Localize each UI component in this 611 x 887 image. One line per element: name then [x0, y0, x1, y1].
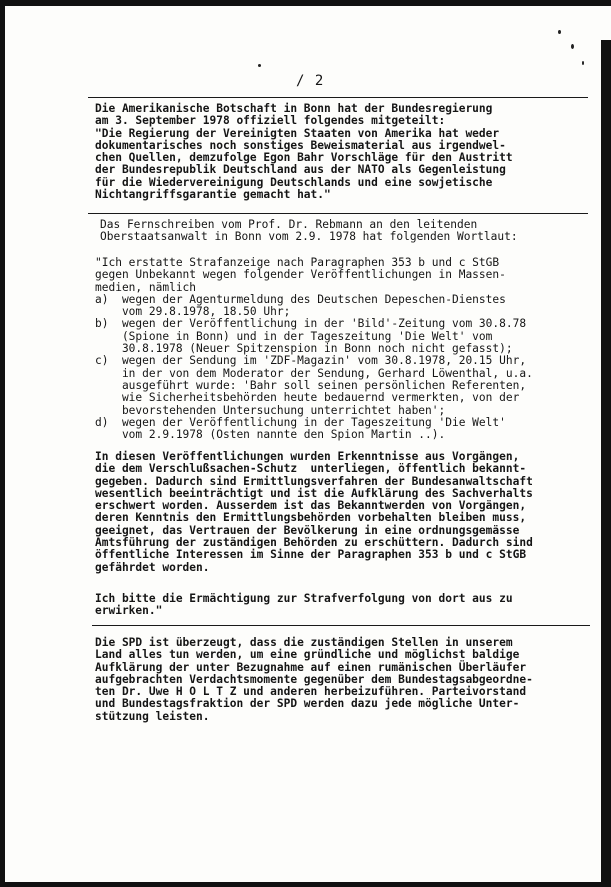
- embassy-statement: [95, 103, 513, 201]
- scan-speck: [582, 61, 584, 65]
- text-line: wie Sicherheitsbehörden heute bedauernd vermerkten, von der: [95, 391, 520, 405]
- scan-speck: [558, 30, 561, 34]
- text-line: in der von dem Moderator der Sendung, Gerhard Löwenthal, u.a.: [95, 366, 533, 380]
- telex-closing: [95, 593, 513, 618]
- text-line: Die Amerikanische Botschaft in Bonn hat der Bundesregierung: [95, 102, 493, 115]
- text-line: Amtsführung der zuständigen Behörden zu erschüttern. Dadurch sind: [95, 536, 533, 550]
- text-line: b) wegen der Veröffentlichung in der 'Bild'-Zeitung vom 30.8.78: [95, 317, 527, 331]
- text-line: vom 2.9.1978 (Osten nannte den Spion Martin ..).: [95, 428, 446, 442]
- page-number: / 2: [296, 73, 325, 89]
- scan-border-top: [0, 0, 611, 6]
- text-line: öffentliche Interessen im Sinne der Paragraphen 353 b und c StGB: [95, 548, 527, 562]
- text-line: Die SPD ist überzeugt, dass die zuständigen Stellen in unserem: [95, 636, 513, 649]
- text-line: d) wegen der Veröffentlichung in der Tageszeitung 'Die Welt': [95, 415, 506, 429]
- scan-border-right: [601, 40, 611, 887]
- text-line: der Bundesrepublik Deutschland aus der NATO als Gegenleistung: [95, 163, 506, 177]
- text-line: für die Wiedervereinigung Deutschlands und eine sowjetische: [95, 175, 493, 189]
- spd-statement: [95, 637, 533, 723]
- text-line: die dem Verschlußsachen-Schutz unterliegen, öffentlich bekannt-: [95, 462, 527, 476]
- text-line: deren Kenntnis den Ermittlungsbehörden vorbehalten bleiben muss,: [95, 511, 527, 525]
- text-line: aufgebrachten Verdachtsmomente gegenüber dem Bundestagsabgeordne-: [95, 672, 533, 686]
- text-line: bevorstehenden Untersuchung unterrichtet haben';: [95, 403, 446, 417]
- text-line: In diesen Veröffentlichungen wurden Erkenntnisse aus Vorgängen,: [95, 450, 520, 463]
- text-line: chen Quellen, demzufolge Egon Bahr Vorschläge für den Austritt: [95, 151, 513, 165]
- text-line: a) wegen der Agenturmeldung des Deutschen Depeschen-Dienstes: [95, 292, 506, 306]
- scan-border-left: [0, 0, 5, 887]
- text-line: Ich bitte die Ermächtigung zur Strafverfolgung von dort aus zu: [95, 592, 513, 605]
- text-line: geeignet, das Vertrauen der Bevölkerung in eine ordnungsgemässe: [95, 523, 520, 537]
- text-line: medien, nämlich: [95, 280, 197, 294]
- text-line: dokumentarisches noch sonstiges Beweismaterial aus irgendwel-: [95, 138, 506, 152]
- text-line: Oberstaatsanwalt in Bonn vom 2.9. 1978 hat folgenden Wortlaut:: [100, 230, 518, 244]
- scan-border-bottom: [0, 882, 611, 887]
- text-line: wesentlich beeinträchtigt und ist die Aufklärung des Sachverhalts: [95, 486, 533, 500]
- text-line: Das Fernschreiben vom Prof. Dr. Rebmann an den leitenden: [100, 218, 478, 231]
- text-line: c) wegen der Sendung im 'ZDF-Magazin' vom 30.8.1978, 20.15 Uhr,: [95, 354, 527, 368]
- text-line: gefährdet worden.: [95, 560, 210, 574]
- separator-rule: [88, 97, 588, 98]
- text-line: stützung leisten.: [95, 709, 210, 723]
- text-line: erschwert worden. Ausserdem ist das Bekanntwerden von Vorgängen,: [95, 499, 527, 513]
- text-line: 30.8.1978 (Neuer Spitzenspion in Bonn noch nicht gefasst);: [95, 342, 513, 356]
- telex-quote-list: [95, 257, 533, 441]
- separator-rule: [92, 625, 590, 626]
- text-line: Nichtangriffsgarantie gemacht hat.": [95, 188, 331, 202]
- text-line: erwirken.": [95, 604, 163, 618]
- text-line: (Spione in Bonn) und in der Tageszeitung 'Die Welt' vom: [95, 329, 493, 343]
- scan-speck: [571, 44, 574, 49]
- separator-rule: [88, 213, 588, 214]
- text-line: vom 29.8.1978, 18.50 Uhr;: [95, 305, 291, 319]
- text-line: gegeben. Dadurch sind Ermittlungsverfahren der Bundesanwaltschaft: [95, 474, 533, 488]
- text-line: Aufklärung der unter Bezugnahme auf einen rumänischen Überläufer: [95, 660, 527, 674]
- text-line: gegen Unbekannt wegen folgender Veröffentlichungen in Massen-: [95, 268, 506, 282]
- text-line: "Ich erstatte Strafanzeige nach Paragraphen 353 b und c StGB: [95, 256, 500, 269]
- text-line: am 3. September 1978 offiziell folgendes mitgeteilt:: [95, 114, 446, 128]
- text-line: Land alles tun werden, um eine gründliche und möglichst baldige: [95, 648, 520, 662]
- telex-paragraph: [95, 451, 533, 574]
- text-line: ten Dr. Uwe H O L T Z und anderen herbeizuführen. Parteivorstand: [95, 685, 527, 699]
- text-line: "Die Regierung der Vereinigten Staaten von Amerika hat weder: [95, 126, 500, 140]
- text-line: und Bundestagsfraktion der SPD werden dazu jede mögliche Unter-: [95, 697, 520, 711]
- scan-speck: [258, 64, 261, 67]
- telex-intro: [100, 219, 518, 244]
- text-line: ausgeführt wurde: 'Bahr soll seinen persönlichen Referenten,: [95, 378, 527, 392]
